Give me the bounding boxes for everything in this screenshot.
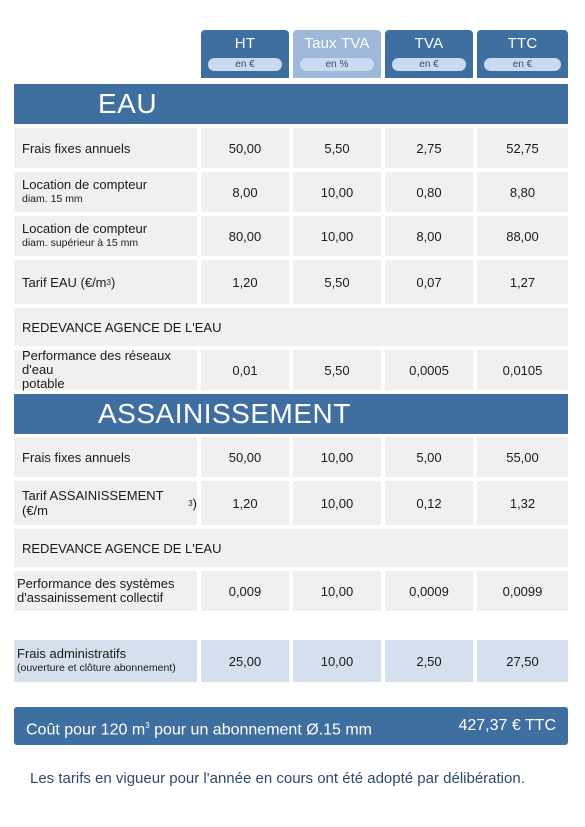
cell-ttc: 0,0099 <box>477 571 568 611</box>
row-label-sub: potable <box>22 376 65 391</box>
column-unit: en € <box>484 58 561 71</box>
cell-taux: 5,50 <box>293 350 381 390</box>
cell-ht: 1,20 <box>201 260 289 304</box>
cell-ttc: 27,50 <box>477 640 568 682</box>
cell-taux: 10,00 <box>293 216 381 256</box>
cell-taux: 5,50 <box>293 128 381 168</box>
row-label-main: Location de compteur <box>22 221 148 236</box>
footnote: Les tarifs en vigueur pour l'année en cours ont été adopté par délibération. <box>30 770 525 787</box>
row-label <box>14 350 197 390</box>
cell-ttc: 88,00 <box>477 216 568 256</box>
cell-taux: 10,00 <box>293 481 381 525</box>
cell-tva: 0,80 <box>385 172 473 212</box>
row-label-end: ) <box>110 274 116 290</box>
cell-ttc: 55,00 <box>477 437 568 477</box>
cell-ht: 8,00 <box>201 172 289 212</box>
row-label: Frais fixes annuels <box>14 128 197 168</box>
row-label-main: Frais administratifs <box>17 646 127 661</box>
cell-ht: 1,20 <box>201 481 289 525</box>
cell-ttc: 0,0105 <box>477 350 568 390</box>
cell-tva: 5,00 <box>385 437 473 477</box>
row-label-main: Location de compteur <box>22 177 148 192</box>
cell-ttc: 52,75 <box>477 128 568 168</box>
row-label-main: Tarif ASSAINISSEMENT (€/m <box>22 488 164 518</box>
redevance-heading: REDEVANCE AGENCE DE L'EAU <box>14 308 568 346</box>
total-label-b: pour un abonnement Ø.15 mm <box>149 721 372 739</box>
section-title-assainissement: ASSAINISSEMENT <box>14 394 568 434</box>
row-label <box>14 216 197 256</box>
column-title: Taux TVA <box>304 35 370 52</box>
row-label-sub: diam. supérieur à 15 mm <box>22 237 139 249</box>
total-label-a: Coût pour 120 m <box>26 721 146 739</box>
row-label-main: Performance des réseaux d'eau <box>22 348 171 377</box>
cell-tva: 2,50 <box>385 640 473 682</box>
cell-ttc: 1,32 <box>477 481 568 525</box>
cell-taux: 10,00 <box>293 571 381 611</box>
row-label-sub: diam. 15 mm <box>22 193 83 205</box>
row-label <box>14 260 197 304</box>
row-label-main: Performance des systèmes <box>17 576 175 591</box>
total-value: 427,37 € TTC <box>458 717 556 734</box>
cell-tva: 0,0005 <box>385 350 473 390</box>
column-unit: en % <box>300 58 374 71</box>
cell-ht: 0,009 <box>201 571 289 611</box>
cell-taux: 10,00 <box>293 172 381 212</box>
superscript: 3 <box>145 721 150 730</box>
row-label <box>14 571 197 611</box>
total-bar <box>14 707 568 745</box>
cell-ttc: 1,27 <box>477 260 568 304</box>
row-label-sub: d'assainissement collectif <box>17 590 164 605</box>
cell-ht: 25,00 <box>201 640 289 682</box>
cell-taux: 5,50 <box>293 260 381 304</box>
row-label <box>14 481 197 525</box>
redevance-heading: REDEVANCE AGENCE DE L'EAU <box>14 529 568 567</box>
cell-ht: 80,00 <box>201 216 289 256</box>
superscript: 3 <box>106 277 111 287</box>
cell-taux: 10,00 <box>293 437 381 477</box>
row-label-sub: (ouverture et clôture abonnement) <box>17 662 176 674</box>
row-label <box>14 640 197 682</box>
cell-ttc: 8,80 <box>477 172 568 212</box>
cell-tva: 8,00 <box>385 216 473 256</box>
column-title: TTC <box>507 35 538 52</box>
cell-tva: 0,12 <box>385 481 473 525</box>
cell-ht: 0,01 <box>201 350 289 390</box>
total-label <box>26 707 372 749</box>
cell-ht: 50,00 <box>201 437 289 477</box>
column-header-ht <box>201 30 289 78</box>
column-header-tva <box>385 30 473 78</box>
superscript: 3 <box>188 498 193 508</box>
row-label-main: Tarif EAU (€/m <box>22 274 107 290</box>
column-title: TVA <box>414 35 444 52</box>
column-title: HT <box>234 35 256 52</box>
column-header-taux-tva <box>293 30 381 78</box>
row-label-end: ) <box>192 495 197 511</box>
column-header-ttc <box>477 30 568 78</box>
row-label <box>14 172 197 212</box>
cell-tva: 0,07 <box>385 260 473 304</box>
cell-tva: 0,0009 <box>385 571 473 611</box>
cell-tva: 2,75 <box>385 128 473 168</box>
column-unit: en € <box>208 58 282 71</box>
cell-taux: 10,00 <box>293 640 381 682</box>
column-unit: en € <box>392 58 466 71</box>
row-label: Frais fixes annuels <box>14 437 197 477</box>
section-title-eau: EAU <box>14 84 568 124</box>
cell-ht: 50,00 <box>201 128 289 168</box>
